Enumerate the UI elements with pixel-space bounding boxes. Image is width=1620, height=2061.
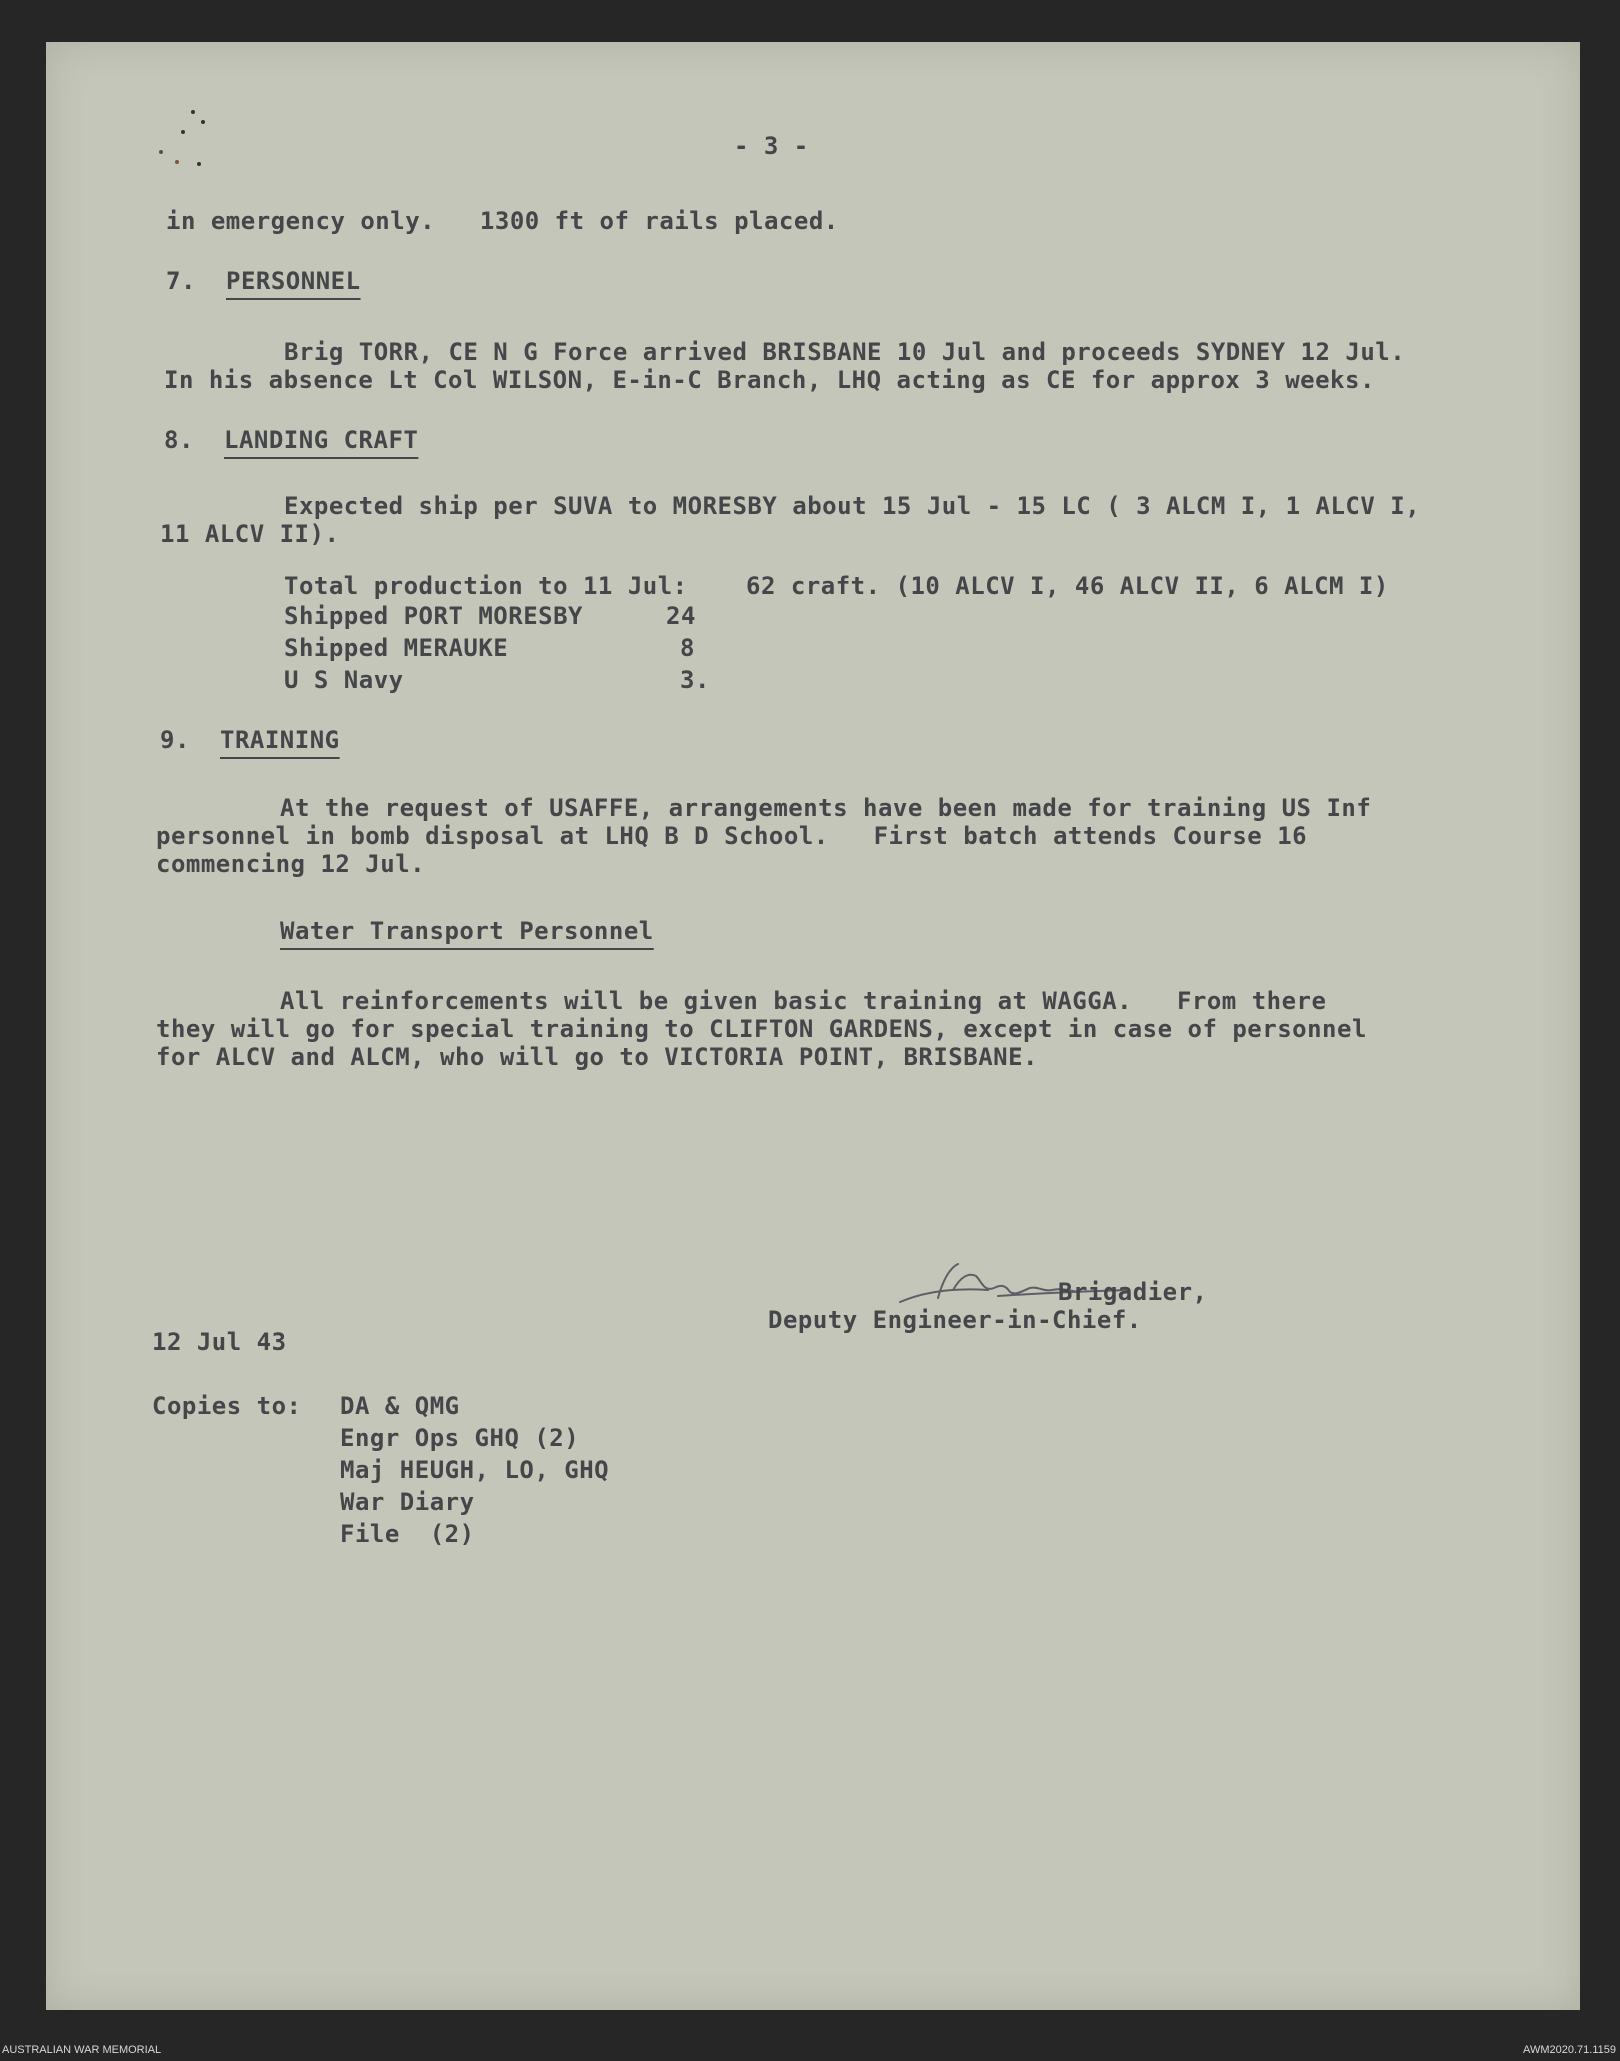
personnel-line-1: Brig TORR, CE N G Force arrived BRISBANE 10 Jul and proceeds SYDNEY 12 Jul. — [284, 338, 1406, 366]
binder-marks — [141, 102, 211, 182]
landing-craft-line-2: 11 ALCV II). — [160, 520, 340, 548]
signatory-title: Deputy Engineer-in-Chief. — [768, 1306, 1142, 1334]
page-number: - 3 - — [734, 132, 809, 160]
production-row-label: Shipped PORT MORESBY — [284, 602, 583, 630]
footer-accession-number: AWM2020.71.1159 — [1523, 2044, 1616, 2056]
section-heading-landing-craft: LANDING CRAFT — [224, 426, 419, 454]
water-transport-line-2: they will go for special training to CLIFTON GARDENS, except in case of personnel — [156, 1015, 1367, 1043]
production-row-value: 8 — [680, 634, 695, 662]
section-number-landing-craft: 8. — [164, 426, 194, 454]
copies-item: File (2) — [340, 1520, 475, 1548]
training-line-2: personnel in bomb disposal at LHQ B D School. First batch attends Course 16 — [156, 822, 1308, 850]
production-row-label: Shipped MERAUKE — [284, 634, 509, 662]
water-transport-line-1: All reinforcements will be given basic training at WAGGA. From there — [280, 987, 1327, 1015]
production-detail: 62 craft. (10 ALCV I, 46 ALCV II, 6 ALCM I) — [746, 572, 1389, 600]
signatory-rank: Brigadier, — [1058, 1278, 1208, 1306]
production-row-value: 3. — [680, 666, 710, 694]
production-label: Total production to 11 Jul: — [284, 572, 688, 600]
intro-line: in emergency only. 1300 ft of rails placed. — [166, 207, 839, 235]
landing-craft-line-1: Expected ship per SUVA to MORESBY about 15 Jul - 15 LC ( 3 ALCM I, 1 ALCV I, — [284, 492, 1421, 520]
copies-label: Copies to: — [152, 1392, 302, 1420]
copies-item: Maj HEUGH, LO, GHQ — [340, 1456, 610, 1484]
water-transport-line-3: for ALCV and ALCM, who will go to VICTORIA POINT, BRISBANE. — [156, 1043, 1039, 1071]
footer-institution: AUSTRALIAN WAR MEMORIAL — [2, 2044, 162, 2056]
section-number-training: 9. — [160, 726, 190, 754]
section-heading-personnel: PERSONNEL — [226, 267, 361, 295]
copies-item: DA & QMG — [340, 1392, 460, 1420]
personnel-line-2: In his absence Lt Col WILSON, E-in-C Branch, LHQ acting as CE for approx 3 weeks. — [164, 366, 1375, 394]
copies-item: Engr Ops GHQ (2) — [340, 1424, 580, 1452]
production-row-label: U S Navy — [284, 666, 404, 694]
training-line-1: At the request of USAFFE, arrangements have been made for training US Inf — [280, 794, 1372, 822]
document-date: 12 Jul 43 — [152, 1328, 287, 1356]
document-page — [46, 42, 1580, 2010]
training-line-3: commencing 12 Jul. — [156, 850, 426, 878]
subheading-water-transport: Water Transport Personnel — [280, 917, 654, 945]
section-number-personnel: 7. — [166, 267, 196, 295]
section-heading-training: TRAINING — [220, 726, 340, 754]
production-row-value: 24 — [666, 602, 696, 630]
copies-item: War Diary — [340, 1488, 475, 1516]
